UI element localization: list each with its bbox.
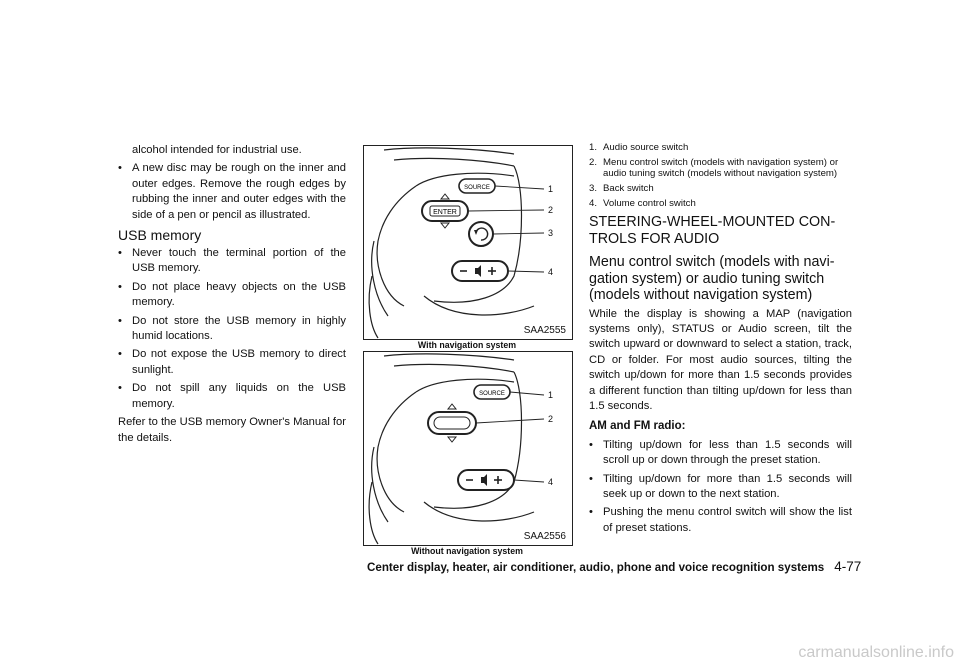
body-paragraph: While the display is showing a MAP (navigation systems only), STATUS or Audio screen, tilt the switch upward or downward to select a station, track, CD or folder. For most audio sources, tilting the switch up/down for more than 1.5 seconds provides a different function than tilting up/down for less than 1.5 seconds. <box>589 307 852 412</box>
list-item: • Never touch the terminal portion of the USB memory. <box>118 247 346 275</box>
callout-legend <box>589 142 852 209</box>
figure-caption: Without navigation system <box>411 546 523 556</box>
bullet-icon: • <box>118 314 122 327</box>
list-item: 2. Menu control switch (models with navigation system) or audio tuning switch (models without navigation system) <box>589 157 839 179</box>
bullet-icon: • <box>118 280 122 293</box>
list-item: 1. Audio source switch <box>589 142 689 153</box>
bullet-icon: • <box>589 438 593 451</box>
intro-text: alcohol intended for industrial use. <box>132 144 302 156</box>
source-button-icon <box>459 179 495 193</box>
footer-section-title: Center display, heater, air conditioner, audio, phone and voice recognition systems <box>367 561 825 574</box>
section-heading: STEERING-WHEEL-MOUNTED CON-TROLS FOR AUDIO <box>589 214 836 247</box>
callout-label-3: 3 <box>548 228 554 238</box>
list-item: • Do not place heavy objects on the USB memory. <box>118 280 346 309</box>
list-item: 4. Volume control switch <box>589 198 696 209</box>
svg-text:ENTER: ENTER <box>433 209 457 216</box>
list-item: • Do not spill any liquids on the USB memory. <box>118 382 346 410</box>
callout-label-4: 4 <box>548 477 554 487</box>
watermark: carmanualsonline.info <box>798 644 954 661</box>
callout-label-1: 1 <box>548 184 554 194</box>
radio-heading: AM and FM radio: <box>589 420 686 433</box>
figure-code: SAA2556 <box>523 531 566 542</box>
refer-text: Refer to the USB memory Owner's Manual for the details. <box>118 416 346 444</box>
list-item: • Do not store the USB memory in highly humid locations. <box>118 314 346 343</box>
page-footer <box>367 559 861 574</box>
callout-label-2: 2 <box>548 414 554 424</box>
source-button-icon <box>474 385 510 399</box>
back-button-icon <box>469 222 493 246</box>
list-item: • Do not expose the USB memory to direct sunlight. <box>118 348 346 376</box>
bullet-icon: • <box>589 506 593 519</box>
bullet-icon: • <box>118 162 122 175</box>
page-number: 4-77 <box>834 559 862 574</box>
bullet-icon: • <box>118 382 122 395</box>
steering-switch-illustration <box>364 352 572 545</box>
callout-label-2: 2 <box>548 205 554 215</box>
left-column <box>118 143 346 446</box>
callout-label-4: 4 <box>548 267 554 277</box>
list-item: • Pushing the menu control switch will show the list of preset stations. <box>589 506 852 534</box>
svg-text:SOURCE: SOURCE <box>479 391 505 397</box>
svg-text:SOURCE: SOURCE <box>464 185 490 191</box>
figure-without-navigation <box>363 351 573 546</box>
list-item: • Tilting up/down for less than 1.5 seconds will scroll up or down through the preset station. <box>589 438 852 467</box>
bullet-icon: • <box>118 348 122 361</box>
menu-switch-icon <box>428 404 476 442</box>
list-item: 3. Back switch <box>589 183 654 194</box>
list-item: • Tilting up/down for more than 1.5 seconds will seek up or down to the next station. <box>589 472 852 500</box>
list-item: • A new disc may be rough on the inner and outer edges. Remove the rough edges by rubbing the inner and outer edges with the side of a pen or pencil as illustrated. <box>118 162 346 221</box>
right-column <box>589 142 852 539</box>
volume-switch-icon <box>452 261 508 281</box>
enter-button-icon <box>422 194 468 228</box>
figure-with-navigation <box>363 145 573 340</box>
bullet-icon: • <box>118 247 122 260</box>
callout-label-1: 1 <box>548 390 554 400</box>
figure-caption: With navigation system <box>417 340 517 350</box>
bullet-icon: • <box>589 472 593 485</box>
figure-code: SAA2555 <box>523 325 566 336</box>
section-heading: USB memory <box>118 227 202 244</box>
subsection-heading: Menu control switch (models with navi-gation system) or audio tuning switch (models without navigation system) <box>589 254 835 303</box>
steering-switch-illustration <box>364 146 572 339</box>
volume-switch-icon <box>458 470 514 490</box>
